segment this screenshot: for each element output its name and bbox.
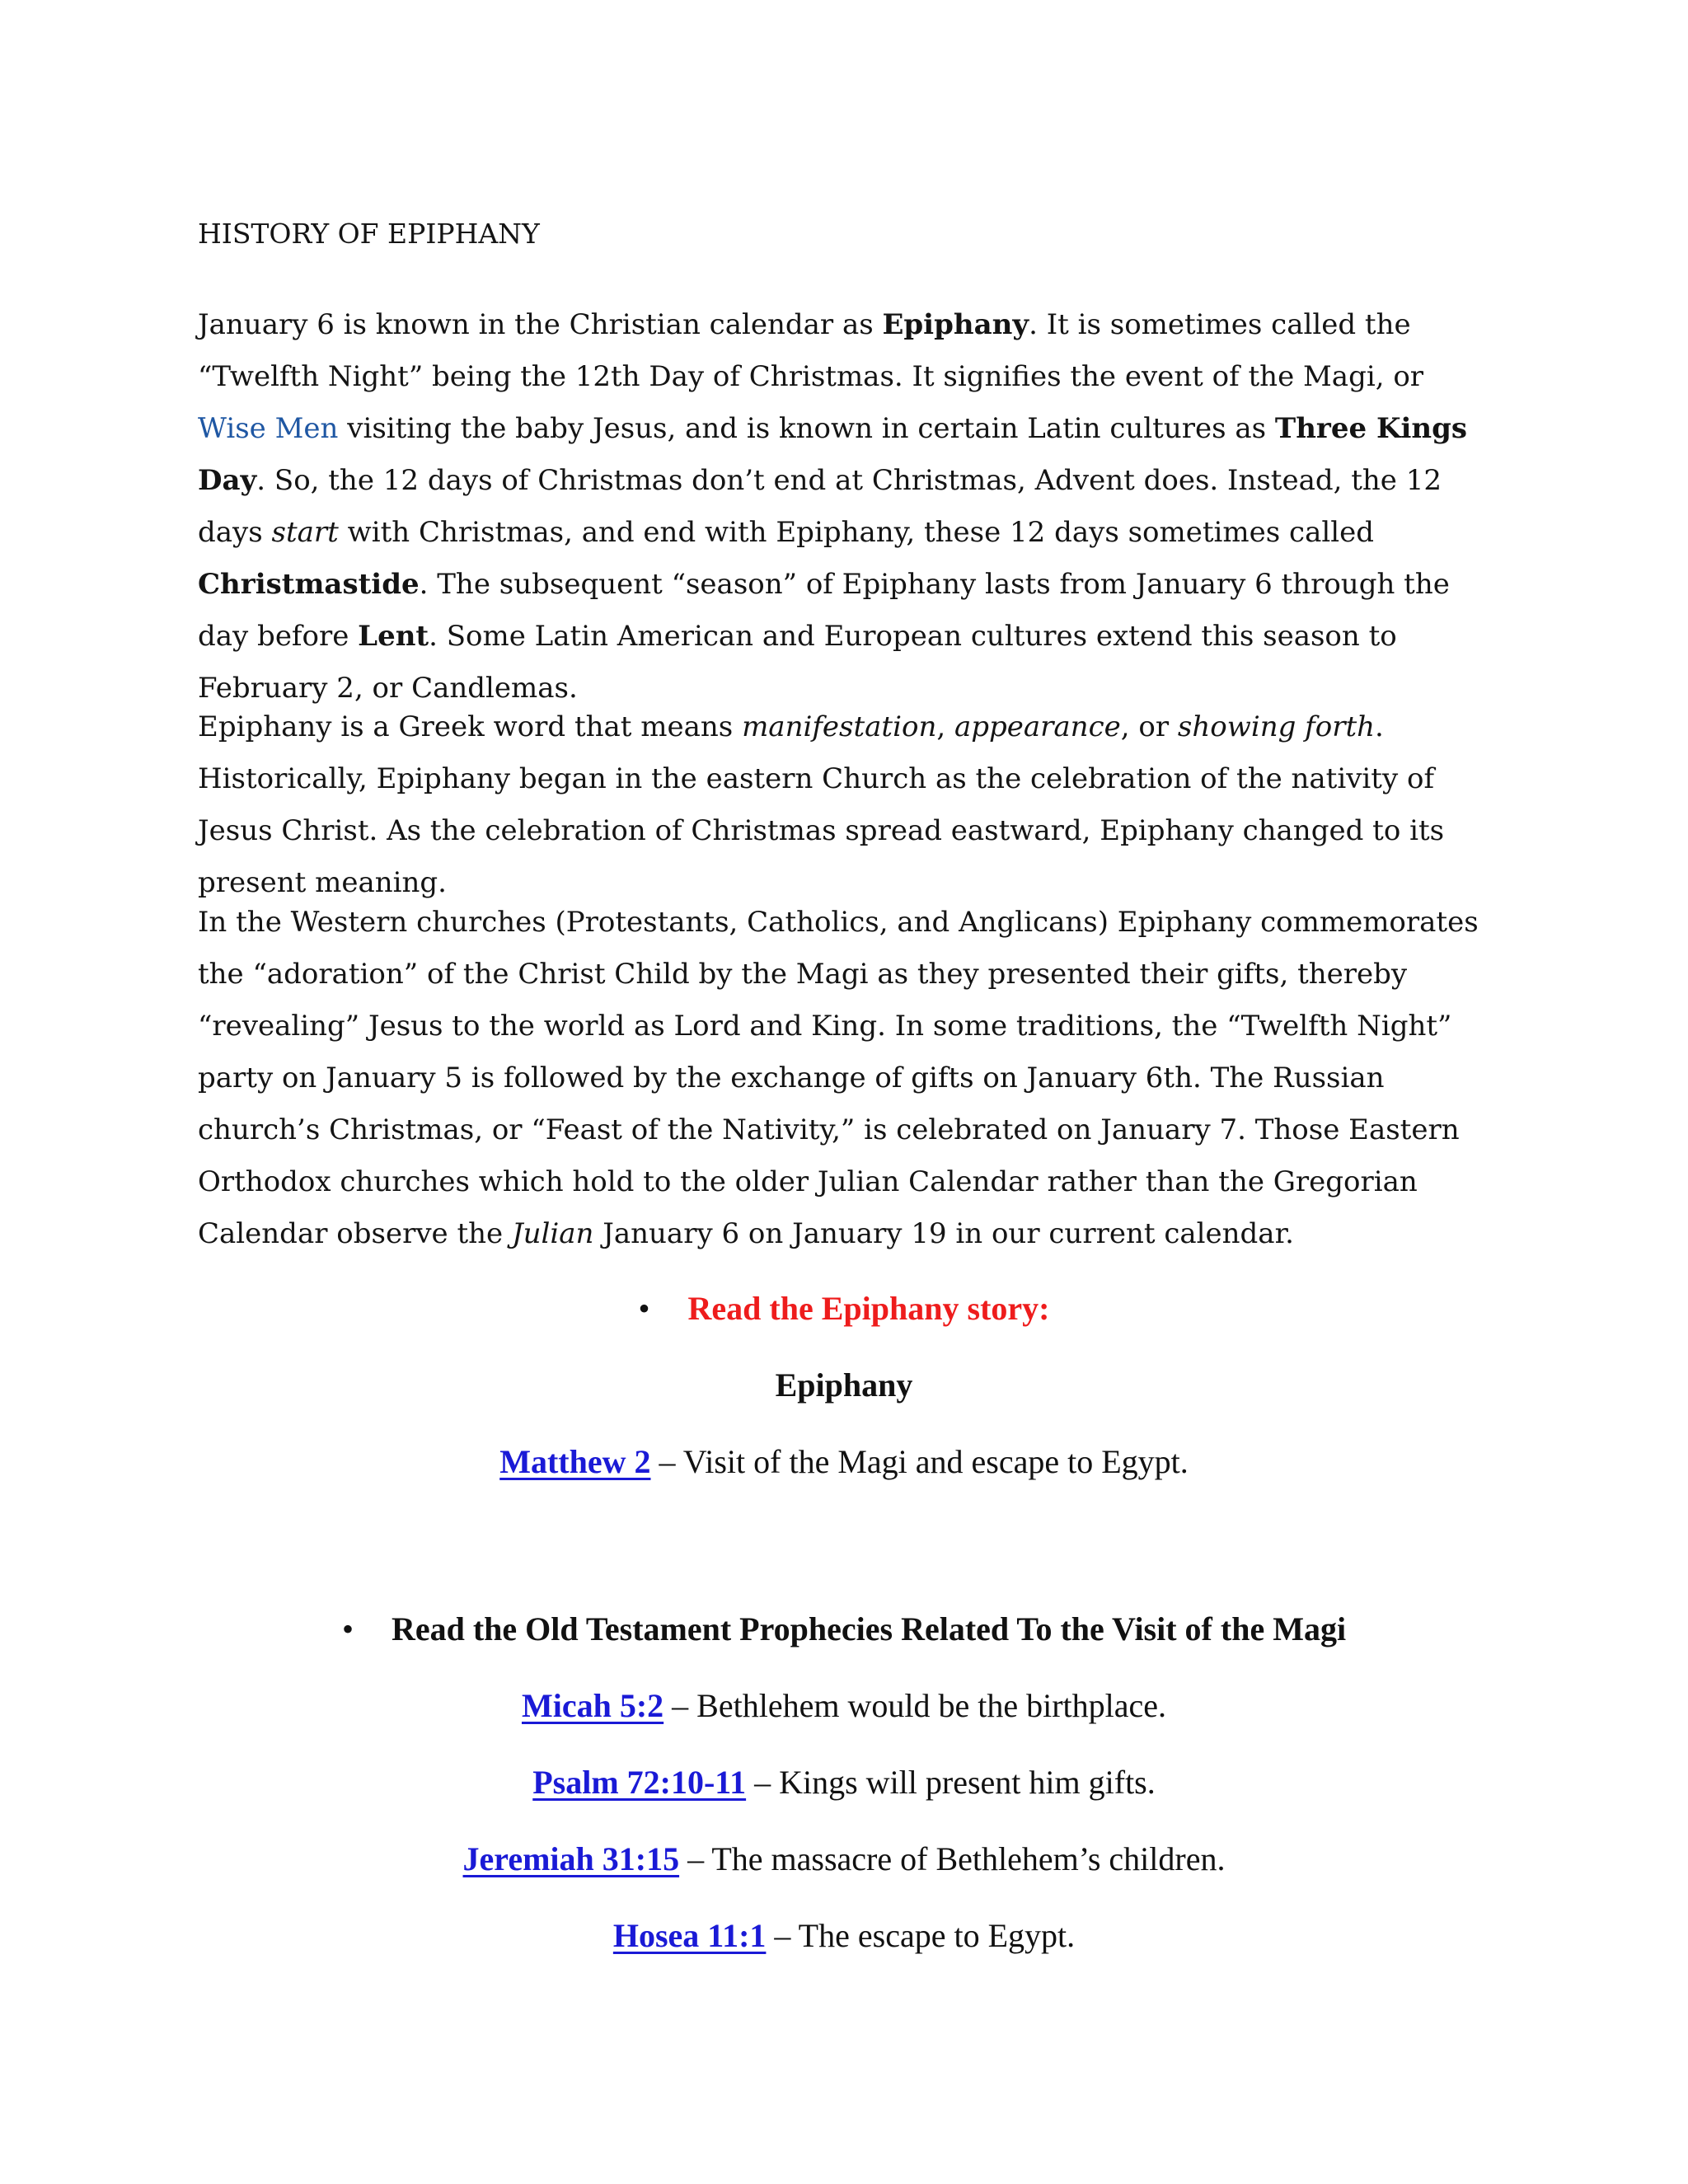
paragraph-greek-meaning xyxy=(198,701,1500,909)
emphasis-manifestation: manifestation xyxy=(742,710,937,743)
bullet-icon: • xyxy=(638,1290,650,1327)
text-run: . Historically, Epiphany began in the eastern Church as the celebration of the nativity of Jesus Christ. As the celebration of Christmas spread eastward, Epiphany changed to its present meaning. xyxy=(198,710,1445,899)
text-run: , xyxy=(936,710,954,743)
scripture-reference-micah xyxy=(0,1683,1688,1729)
reference-description: – The massacre of Bethlehem’s children. xyxy=(679,1840,1226,1877)
text-run: , or xyxy=(1120,710,1178,743)
epiphany-story-heading xyxy=(0,1286,1688,1332)
reference-description: – Kings will present him gifts. xyxy=(746,1764,1156,1801)
text-run: . The subsequent “season” of Epiphany lasts from January 6 through the day before xyxy=(198,568,1450,653)
matthew-2-link[interactable]: Matthew 2 xyxy=(499,1443,651,1480)
scripture-reference-hosea xyxy=(0,1913,1688,1959)
text-run: visiting the baby Jesus, and is known in certain Latin cultures as xyxy=(338,412,1275,445)
reference-description: – Visit of the Magi and escape to Egypt. xyxy=(650,1443,1189,1480)
hosea-11-1-link[interactable]: Hosea 11:1 xyxy=(612,1917,767,1954)
text-run: with Christmas, and end with Epiphany, these 12 days sometimes called xyxy=(338,516,1374,549)
emphasis-showing-forth: showing forth xyxy=(1177,710,1376,743)
term-lent: Lent xyxy=(358,620,429,653)
epiphany-subheading: Epiphany xyxy=(775,1366,913,1404)
text-run: . It is sometimes called the “Twelfth Night” being the 12th Day of Christmas. It signifies the event of the Magi, or xyxy=(198,308,1424,393)
text-run: . Some Latin American and European cultures extend this season to February 2, or Candlemas. xyxy=(198,620,1397,705)
emphasis-start: start xyxy=(271,516,339,549)
paragraph-epiphany-intro xyxy=(198,299,1500,715)
text-run: Epiphany is a Greek word that means xyxy=(198,710,743,743)
text-run: In the Western churches (Protestants, Catholics, and Anglicans) Epiphany commemorates the “adoration” of the Christ Child by the Magi as they presented their gifts, thereby “revealing” Jesus to the world as Lord and King. In some traditions, the “Twelfth Night” party on January 5 is followed by the exchange of gifts on January 6th. The Russian church’s Christmas, or “Feast of the Nativity,” is celebrated on January 7. Those Eastern Orthodox churches which hold to the older Julian Calendar rather than the Gregorian Calendar observe the xyxy=(198,906,1479,1250)
scripture-reference-psalm xyxy=(0,1760,1688,1806)
reference-description: – The escape to Egypt. xyxy=(766,1917,1076,1954)
psalm-72-10-11-link[interactable]: Psalm 72:10-11 xyxy=(532,1764,747,1801)
micah-5-2-link[interactable]: Micah 5:2 xyxy=(521,1687,664,1724)
emphasis-julian: Julian xyxy=(511,1217,594,1250)
reference-description: – Bethlehem would be the birthplace. xyxy=(663,1687,1166,1724)
heading-text: Read the Old Testament Prophecies Related To the Visit of the Magi xyxy=(391,1610,1347,1647)
term-christmastide: Christmastide xyxy=(198,568,420,601)
bullet-icon: • xyxy=(341,1610,354,1647)
text-run: January 6 is known in the Christian calendar as xyxy=(198,308,883,341)
text-run: January 6 on January 19 in our current calendar. xyxy=(593,1217,1294,1250)
text-run: . So, the 12 days of Christmas don’t end at Christmas, Advent does. Instead, the 12 days xyxy=(198,464,1442,549)
term-three-kings-day: Three Kings Day xyxy=(198,412,1468,497)
emphasis-appearance: appearance xyxy=(954,710,1121,743)
scripture-reference-jeremiah xyxy=(0,1836,1688,1882)
term-epiphany: Epiphany xyxy=(882,308,1029,341)
document-title: HISTORY OF EPIPHANY xyxy=(198,218,540,250)
paragraph-western-churches xyxy=(198,897,1500,1260)
scripture-reference-matthew xyxy=(0,1439,1688,1485)
wise-men-link[interactable]: Wise Men xyxy=(198,412,339,445)
jeremiah-31-15-link[interactable]: Jeremiah 31:15 xyxy=(462,1840,680,1877)
prophecies-heading xyxy=(0,1606,1688,1652)
heading-text: Read the Epiphany story: xyxy=(687,1290,1050,1327)
